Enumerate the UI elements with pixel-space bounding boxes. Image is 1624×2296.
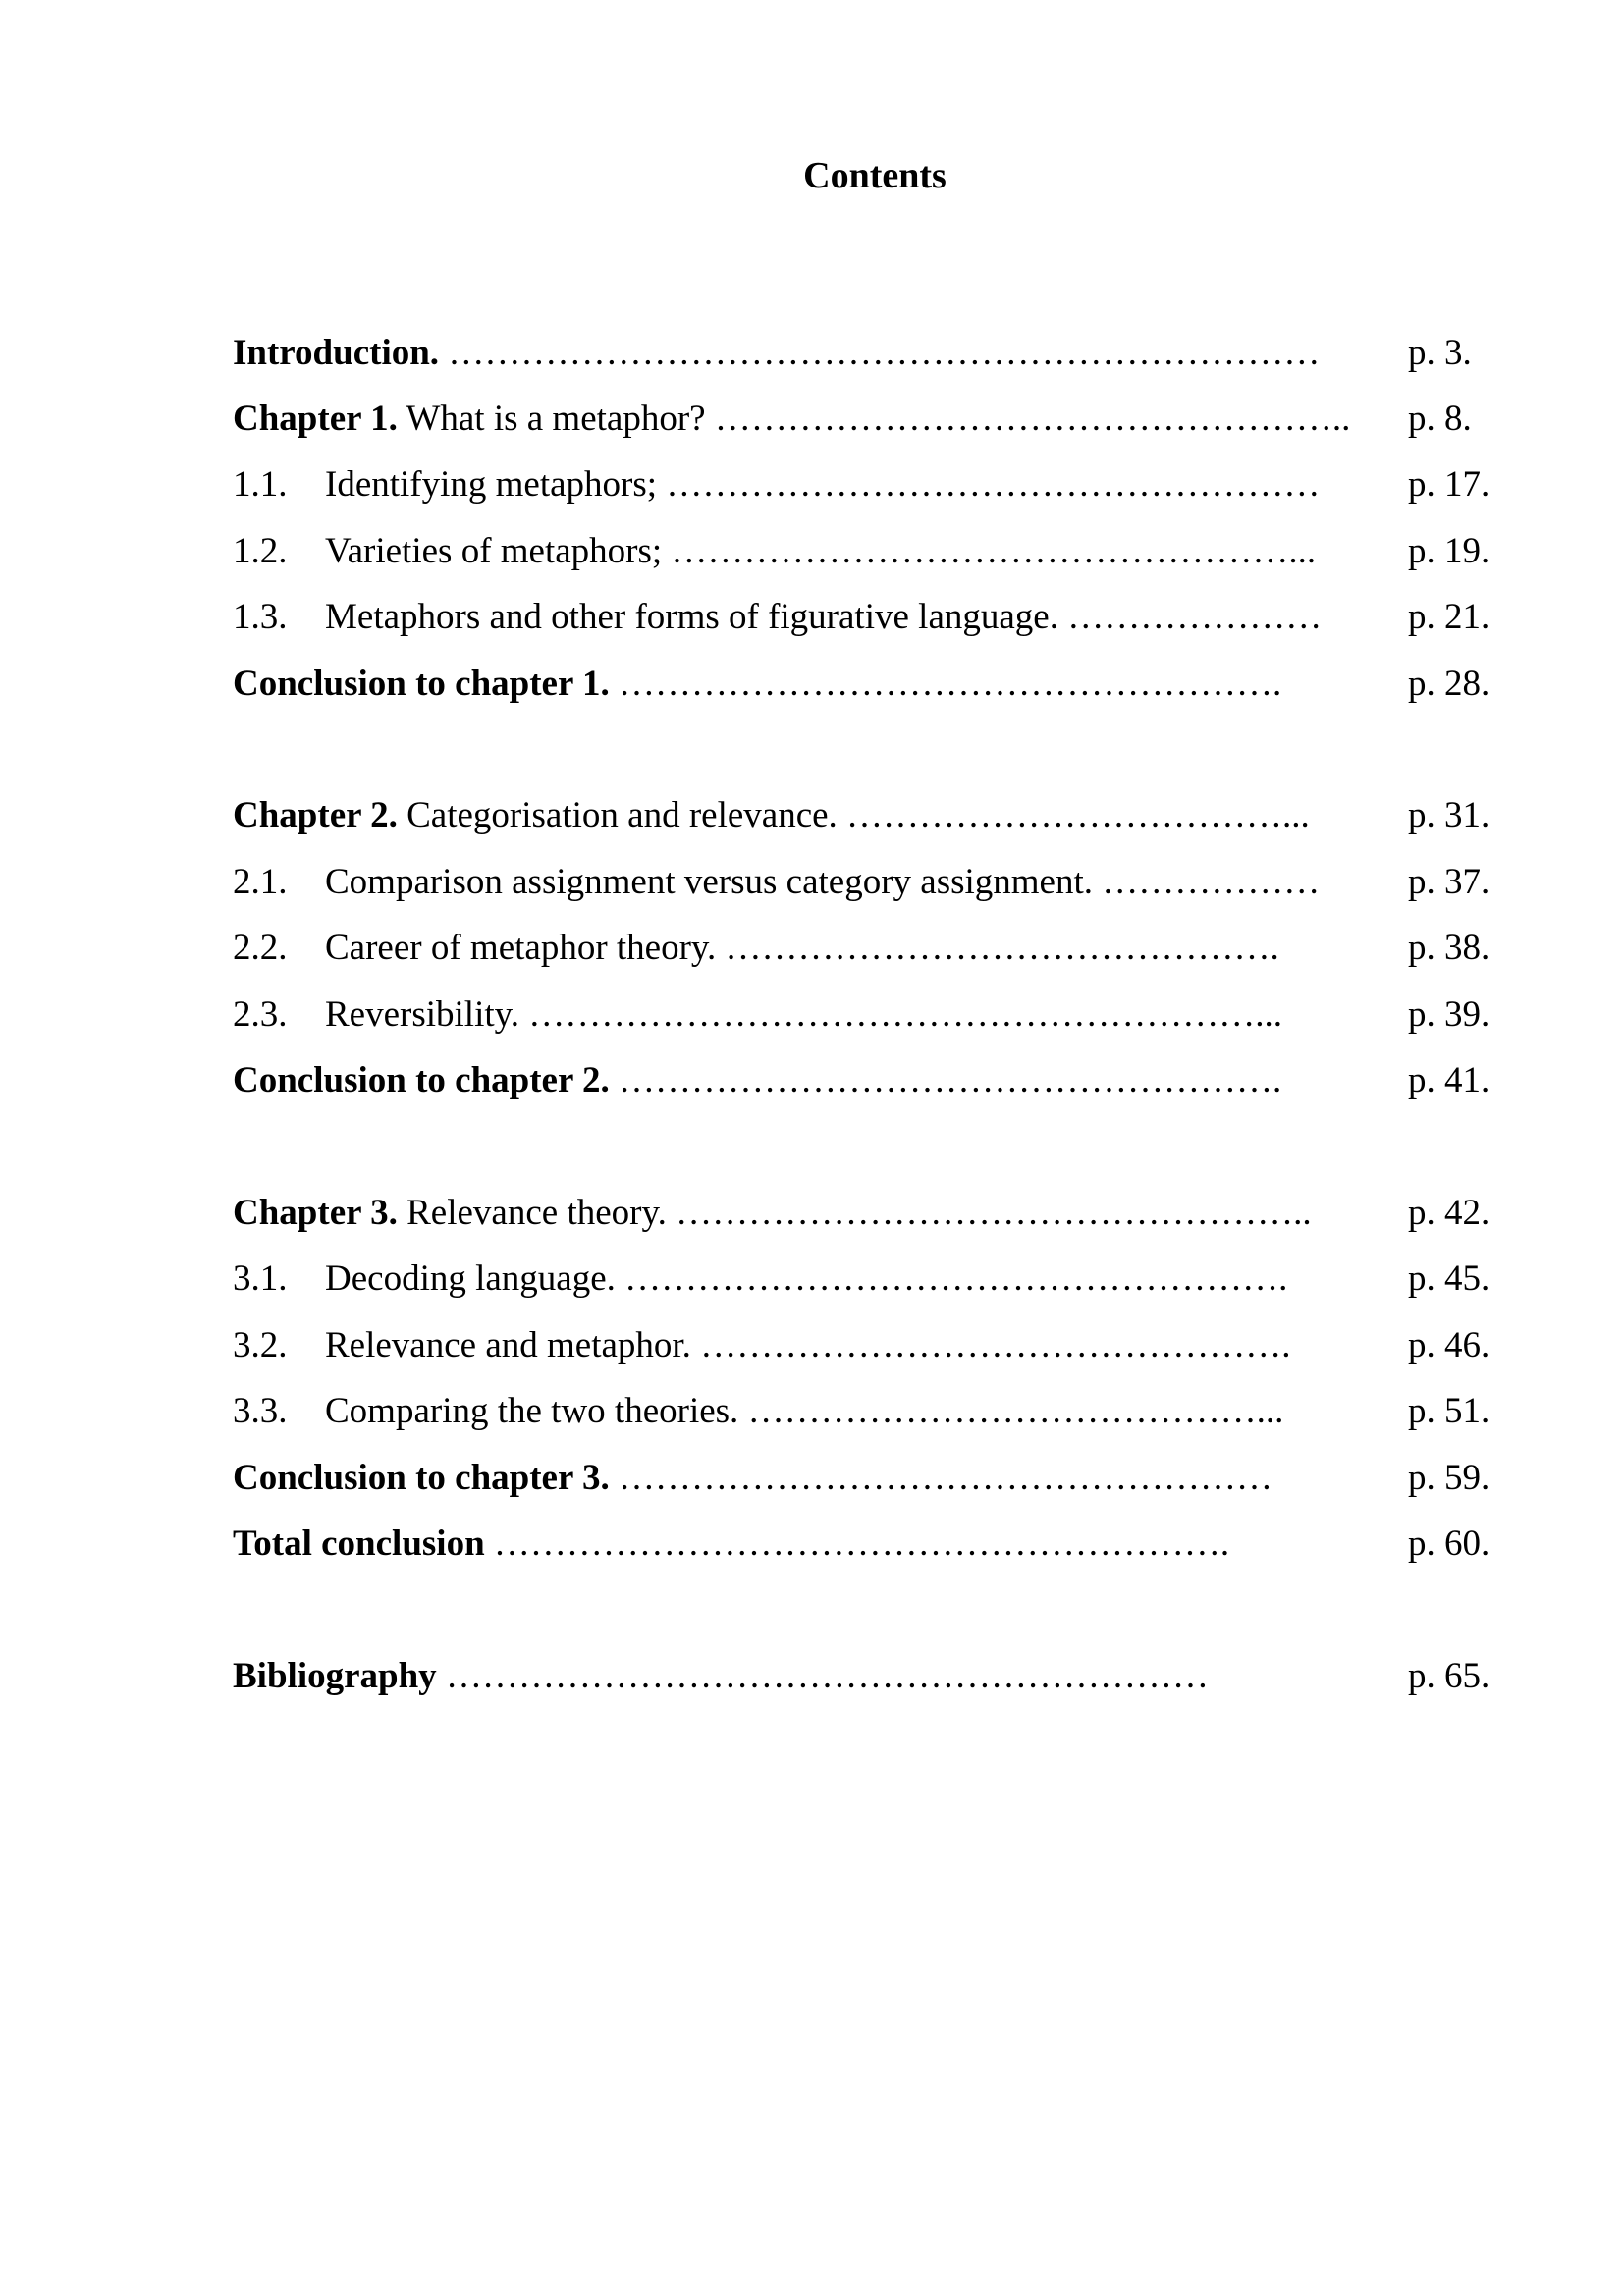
toc-page-number: p. 38. xyxy=(1408,928,1490,968)
toc-entry-number: 2.2. xyxy=(233,928,288,968)
toc-entry-bold: Chapter 1. xyxy=(233,399,398,439)
toc-entry-2-3 xyxy=(0,990,1624,1040)
toc-entry-conclusion-2 xyxy=(0,1056,1624,1105)
toc-entry-leader: ……………………………………………… xyxy=(657,464,1321,505)
toc-entry-leader: ……………………………………... xyxy=(738,1391,1284,1431)
toc-entry-3-1 xyxy=(0,1255,1624,1304)
toc-page-number: p. 65. xyxy=(1408,1656,1490,1696)
toc-entry-conclusion-3 xyxy=(0,1454,1624,1503)
toc-page-number: p. 60. xyxy=(1408,1523,1490,1564)
toc-entry-title: Relevance theory. xyxy=(397,1193,667,1233)
toc-entry-title: Comparing the two theories. xyxy=(325,1391,739,1431)
toc-page-number: p. 31. xyxy=(1408,795,1490,835)
toc-entry-number: 1.2. xyxy=(233,531,288,571)
toc-entry-title: Varieties of metaphors; xyxy=(325,531,663,571)
toc-entry-bold: Total conclusion xyxy=(233,1523,485,1564)
toc-page-number: p. 59. xyxy=(1408,1458,1490,1498)
toc-entry-title: Career of metaphor theory. xyxy=(325,928,717,968)
toc-entry-leader: …………………………………………. xyxy=(690,1325,1291,1365)
toc-page-number: p. 37. xyxy=(1408,862,1490,902)
toc-entry-bold: Conclusion to chapter 2. xyxy=(233,1060,610,1100)
toc-entry-title: Categorisation and relevance. xyxy=(397,795,838,835)
toc-entry-number: 2.1. xyxy=(233,862,288,902)
toc-entry-bold: Chapter 3. xyxy=(233,1193,398,1233)
toc-page-number: p. 8. xyxy=(1408,399,1472,439)
toc-page-number: p. 46. xyxy=(1408,1325,1490,1365)
toc-entry-title: What is a metaphor? xyxy=(397,399,706,439)
toc-entry-number: 1.1. xyxy=(233,464,288,505)
toc-entry-conclusion-1 xyxy=(0,660,1624,709)
toc-entry-number: 1.3. xyxy=(233,597,288,637)
toc-entry-chapter-1 xyxy=(0,395,1624,444)
toc-entry-1-1 xyxy=(0,460,1624,509)
toc-page-number: p. 39. xyxy=(1408,994,1490,1035)
toc-entry-bold: Chapter 2. xyxy=(233,795,398,835)
toc-page-number: p. 45. xyxy=(1408,1258,1490,1299)
toc-entry-title: Relevance and metaphor. xyxy=(325,1325,691,1365)
toc-page-number: p. 3. xyxy=(1408,333,1472,373)
toc-entry-leader: ……………………………………………... xyxy=(662,531,1317,571)
toc-entry-title: Identifying metaphors; xyxy=(325,464,658,505)
toc-entry-2-2 xyxy=(0,924,1624,973)
toc-entry-3-2 xyxy=(0,1321,1624,1370)
toc-entry-introduction xyxy=(0,329,1624,378)
toc-entry-leader: ……………………………………………………. xyxy=(484,1523,1230,1564)
toc-entry-title: Metaphors and other forms of figurative language. xyxy=(325,597,1058,637)
toc-entry-2-1 xyxy=(0,858,1624,907)
toc-entry-leader: ………………… xyxy=(1057,597,1323,637)
toc-entry-3-3 xyxy=(0,1387,1624,1436)
toc-page-number: p. 17. xyxy=(1408,464,1490,505)
toc-page-number: p. 41. xyxy=(1408,1060,1490,1100)
toc-entry-bold: Conclusion to chapter 3. xyxy=(233,1458,610,1498)
toc-entry-title: Decoding language. xyxy=(325,1258,616,1299)
toc-entry-leader: ……………………………………………………... xyxy=(519,994,1282,1035)
toc-entry-leader: ………………………………………. xyxy=(716,928,1279,968)
toc-entry-leader: ……………… xyxy=(1093,862,1321,902)
page-title: Contents xyxy=(803,155,947,196)
toc-entry-leader: ………………………………………………. xyxy=(609,664,1282,704)
toc-entry-leader: ……………………………………………… xyxy=(609,1458,1272,1498)
toc-entry-bold: Bibliography xyxy=(233,1656,437,1696)
toc-entry-number: 3.3. xyxy=(233,1391,288,1431)
toc-entry-leader: …………………………………………….. xyxy=(705,399,1351,439)
toc-entry-bibliography xyxy=(0,1652,1624,1701)
toc-entry-leader: …………………………………………….. xyxy=(666,1193,1312,1233)
toc-entry-leader: ………………………………………………. xyxy=(609,1060,1282,1100)
toc-entry-leader: ……………………………………………………… xyxy=(436,1656,1209,1696)
toc-entry-bold: Conclusion to chapter 1. xyxy=(233,664,610,704)
toc-entry-leader: ……………………………………………………………… xyxy=(439,333,1321,373)
toc-entry-bold: Introduction. xyxy=(233,333,440,373)
toc-page-number: p. 51. xyxy=(1408,1391,1490,1431)
toc-entry-total-conclusion xyxy=(0,1520,1624,1569)
toc-entry-1-2 xyxy=(0,527,1624,576)
toc-page-number: p. 19. xyxy=(1408,531,1490,571)
toc-entry-title: Reversibility. xyxy=(325,994,519,1035)
toc-entry-chapter-2 xyxy=(0,791,1624,840)
toc-entry-leader: ………………………………... xyxy=(837,795,1310,835)
toc-page-number: p. 21. xyxy=(1408,597,1490,637)
toc-entry-number: 3.2. xyxy=(233,1325,288,1365)
toc-page-number: p. 42. xyxy=(1408,1193,1490,1233)
toc-entry-chapter-3 xyxy=(0,1189,1624,1238)
toc-entry-1-3 xyxy=(0,593,1624,642)
toc-entry-number: 3.1. xyxy=(233,1258,288,1299)
toc-entry-number: 2.3. xyxy=(233,994,288,1035)
toc-page-number: p. 28. xyxy=(1408,664,1490,704)
toc-entry-leader: ………………………………………………. xyxy=(615,1258,1288,1299)
toc-entry-title: Comparison assignment versus category assignment. xyxy=(325,862,1094,902)
